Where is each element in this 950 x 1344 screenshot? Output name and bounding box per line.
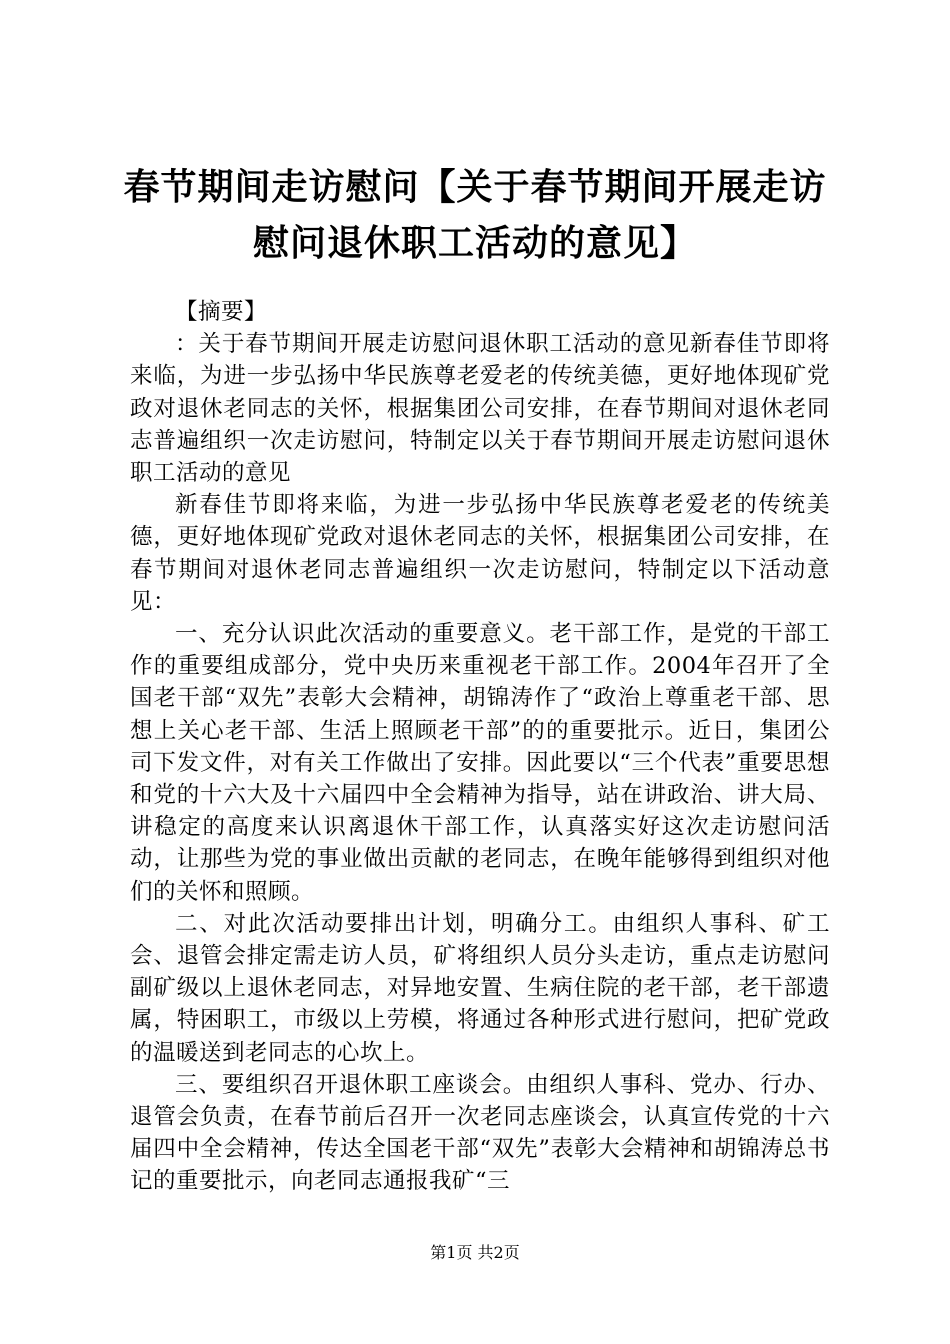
document-body — [130, 296, 830, 1198]
abstract-paragraph: ：关于春节期间开展走访慰问退休职工活动的意见新春佳节即将来临，为进一步弘扬中华民族尊老爱老的传统美德，更好地体现矿党政对退休老同志的关怀，根据集团公司安排，在春节期间对退休老同志普遍组织一次走访慰问，特制定以关于春节期间开展走访慰问退休职工活动的意见 — [130, 331, 830, 487]
intro-paragraph: 新春佳节即将来临，为进一步弘扬中华民族尊老爱老的传统美德，更好地体现矿党政对退休老同志的关怀，根据集团公司安排，在春节期间对退休老同志普遍组织一次走访慰问，特制定以下活动意见： — [130, 492, 830, 615]
section-three-paragraph: 三、要组织召开退休职工座谈会。由组织人事科、党办、行办、退管会负责，在春节前后召开一次老同志座谈会，认真宣传党的十六届四中全会精神，传达全国老干部“双先”表彰大会精神和胡锦涛总书记的重要批示，向老同志通报我矿“三 — [130, 1071, 830, 1195]
section-one-paragraph: 一、充分认识此次活动的重要意义。老干部工作，是党的干部工作的重要组成部分，党中央历来重视老干部工作。2004年召开了全国老干部“双先”表彰大会精神，胡锦涛作了“政治上尊重老干部、思想上关心老干部、生活上照顾老干部”的的重要批示。近日，集团公司下发文件，对有关工作做出了安排。因此要以“三个代表”重要思想和党的十六大及十六届四中全会精神为指导，站在讲政治、讲大局、讲稳定的高度来认识离退休干部工作，认真落实好这次走访慰问活动，让那些为党的事业做出贡献的老同志，在晚年能够得到组织对他们的关怀和照顾。 — [130, 621, 830, 905]
abstract-label: 【摘要】 — [175, 299, 268, 325]
page-number-footer: 第1页 共2页 — [430, 1243, 520, 1262]
section-two-paragraph: 二、对此次活动要排出计划，明确分工。由组织人事科、矿工会、退管会排定需走访人员，矿将组织人员分头走访，重点走访慰问副矿级以上退休老同志，对异地安置、生病住院的老干部，老干部遗属，特困职工，市级以上劳模，将通过各种形式进行慰问，把矿党政的温暖送到老同志的心坎上。 — [130, 910, 830, 1066]
document-title: 春节期间走访慰问【关于春节期间开展走访慰问退休职工活动的意见】 — [123, 167, 827, 264]
